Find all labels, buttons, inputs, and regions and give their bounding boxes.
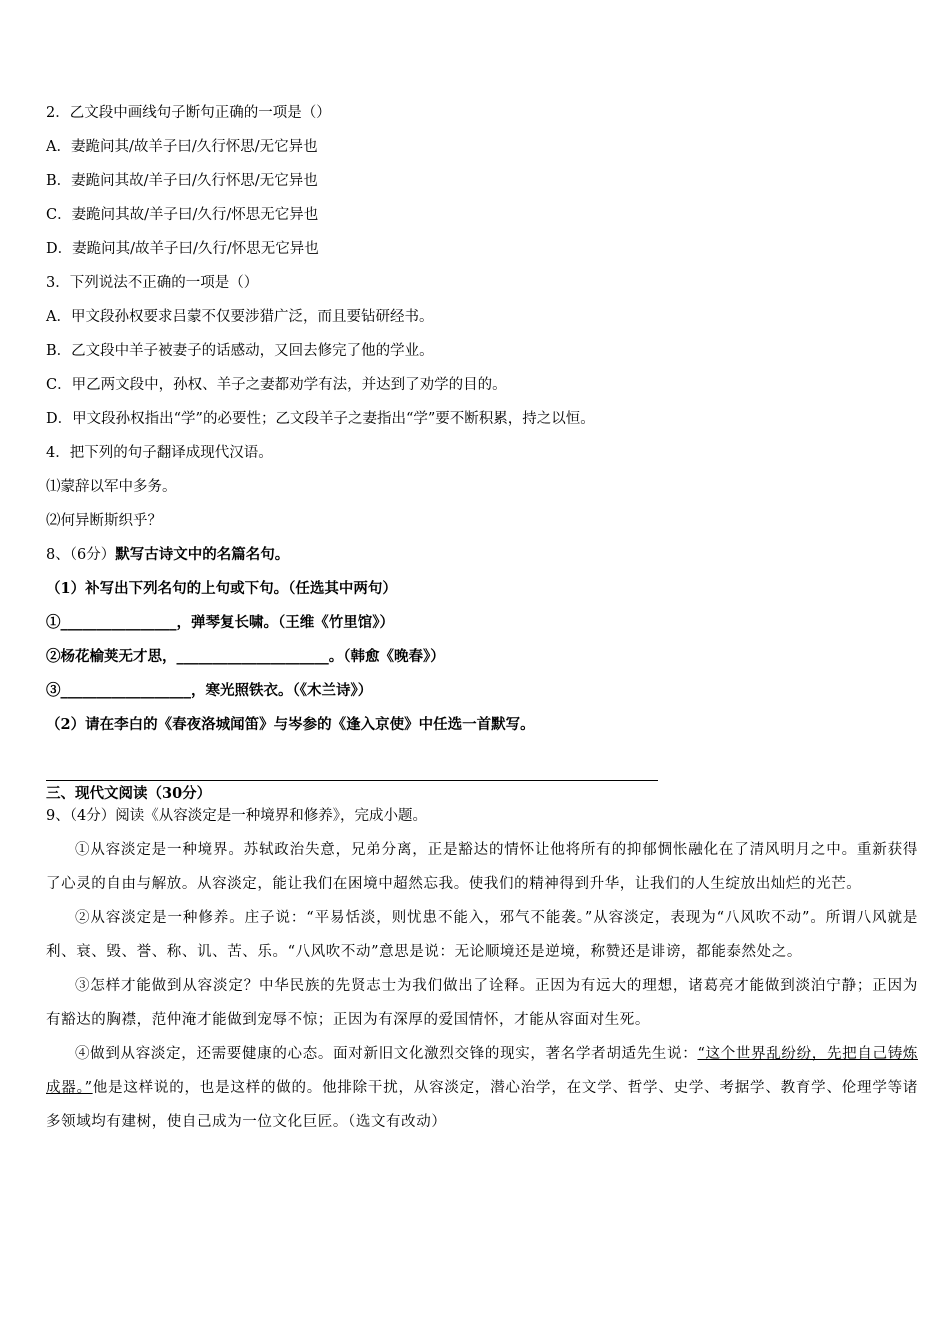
q2-option-d: D．妻跪问其/故羊子曰/久行/怀思无它异也 [46,241,319,257]
q8-heading [46,538,918,572]
q3-stem: 3．下列说法不正确的一项是（） [46,275,259,291]
q8-sub1: （1）补写出下列名句的上句或下句。（任选其中两句） [46,580,397,597]
q8-fill-line-1: ①________________，弹琴复长啸。（王维《竹里馆》） [46,614,394,631]
q9-paragraph-1: ①从容淡定是一种境界。苏轼政治失意，兄弟分离，正是豁达的情怀让他将所有的抑郁惆怅融化在了清风明月之中。重新获得了心灵的自由与解放。从容淡定，能让我们在困境中超然忘我。使我们的精神得到升华，让我们的人生绽放出灿烂的光芒。 [46,842,918,892]
q9-p4-underlined-quote: “这个世界乱纷纷，先把自己铸炼成器。” [46,1046,918,1096]
q8-fill-line-3: ③__________________，寒光照铁衣。（《木兰诗》） [46,682,373,699]
q8-title: 默写古诗文中的名篇名句。 [115,546,290,563]
q3-option-c: C．甲乙两文段中，孙权、羊子之妻都劝学有法，并达到了劝学的目的。 [46,377,507,393]
q4-item-1: ⑴蒙辞以军中多务。 [46,479,177,495]
q2-stem: 2．乙文段中画线句子断句正确的一项是（） [46,105,331,121]
q9-paragraph-2: ②从容淡定是一种修养。庄子说：“平易恬淡，则忧患不能入，邪气不能袭。”从容淡定，表现为“八风吹不动”。所谓八风就是利、衰、毁、誉、称、讥、苦、乐。“八风吹不动”意思是说：无论顺境还是逆境，称赞还是诽谤，都能泰然处之。 [46,910,918,960]
document-page [46,96,918,1139]
q2-option-c: C．妻跪问其故/羊子曰/久行/怀思无它异也 [46,207,319,223]
q2-option-a: A．妻跪问其/故羊子曰/久行怀思/无它异也 [46,139,318,155]
q9-paragraph-3: ③怎样才能做到从容淡定？中华民族的先贤志士为我们做出了诠释。正因为有远大的理想，诸葛亮才能做到淡泊宁静；正因为有豁达的胸襟，范仲淹才能做到宠辱不惊；正因为有深厚的爱国情怀，才能从容面对生死。 [46,978,918,1028]
q9-p4-post: 他是这样说的，也是这样的做的。他排除干扰，从容淡定，潜心治学，在文学、哲学、史学、考据学、教育学、伦理学等诸多领域均有建树，使自己成为一位文化巨匠。（选文有改动） [46,1080,918,1130]
section-3-title: 三、现代文阅读（30分） [46,785,212,802]
q8-sub2: （2）请在李白的《春夜洛城闻笛》与岑参的《逢入京使》中任选一首默写。 [46,716,535,733]
q4-item-2: ⑵何异断斯织乎？ [46,513,162,529]
q9-stem: 9、（4分）阅读《从容淡定是一种境界和修养》，完成小题。 [46,808,427,824]
q3-option-b: B．乙文段中羊子被妻子的话感动，又回去修完了他的学业。 [46,343,434,359]
q9-p4-pre: ④做到从容淡定，还需要健康的心态。面对新旧文化激烈交锋的现实，著名学者胡适先生说： [75,1046,698,1062]
q4-stem: 4．把下列的句子翻译成现代汉语。 [46,445,273,461]
q9-paragraph-4 [46,1037,918,1139]
q3-option-d: D．甲文段孙权指出“学”的必要性；乙文段羊子之妻指出“学”要不断积累，持之以恒。 [46,411,595,427]
q8-fill-line-2: ②杨花榆荚无才思，_____________________。（韩愈《晚春》） [46,648,445,665]
answer-line [46,742,658,781]
q2-option-b: B．妻跪问其故/羊子曰/久行怀思/无它异也 [46,173,318,189]
q8-number: 8、（6分） [46,547,116,563]
q3-option-a: A．甲文段孙权要求吕蒙不仅要涉猎广泛，而且要钻研经书。 [46,309,434,325]
